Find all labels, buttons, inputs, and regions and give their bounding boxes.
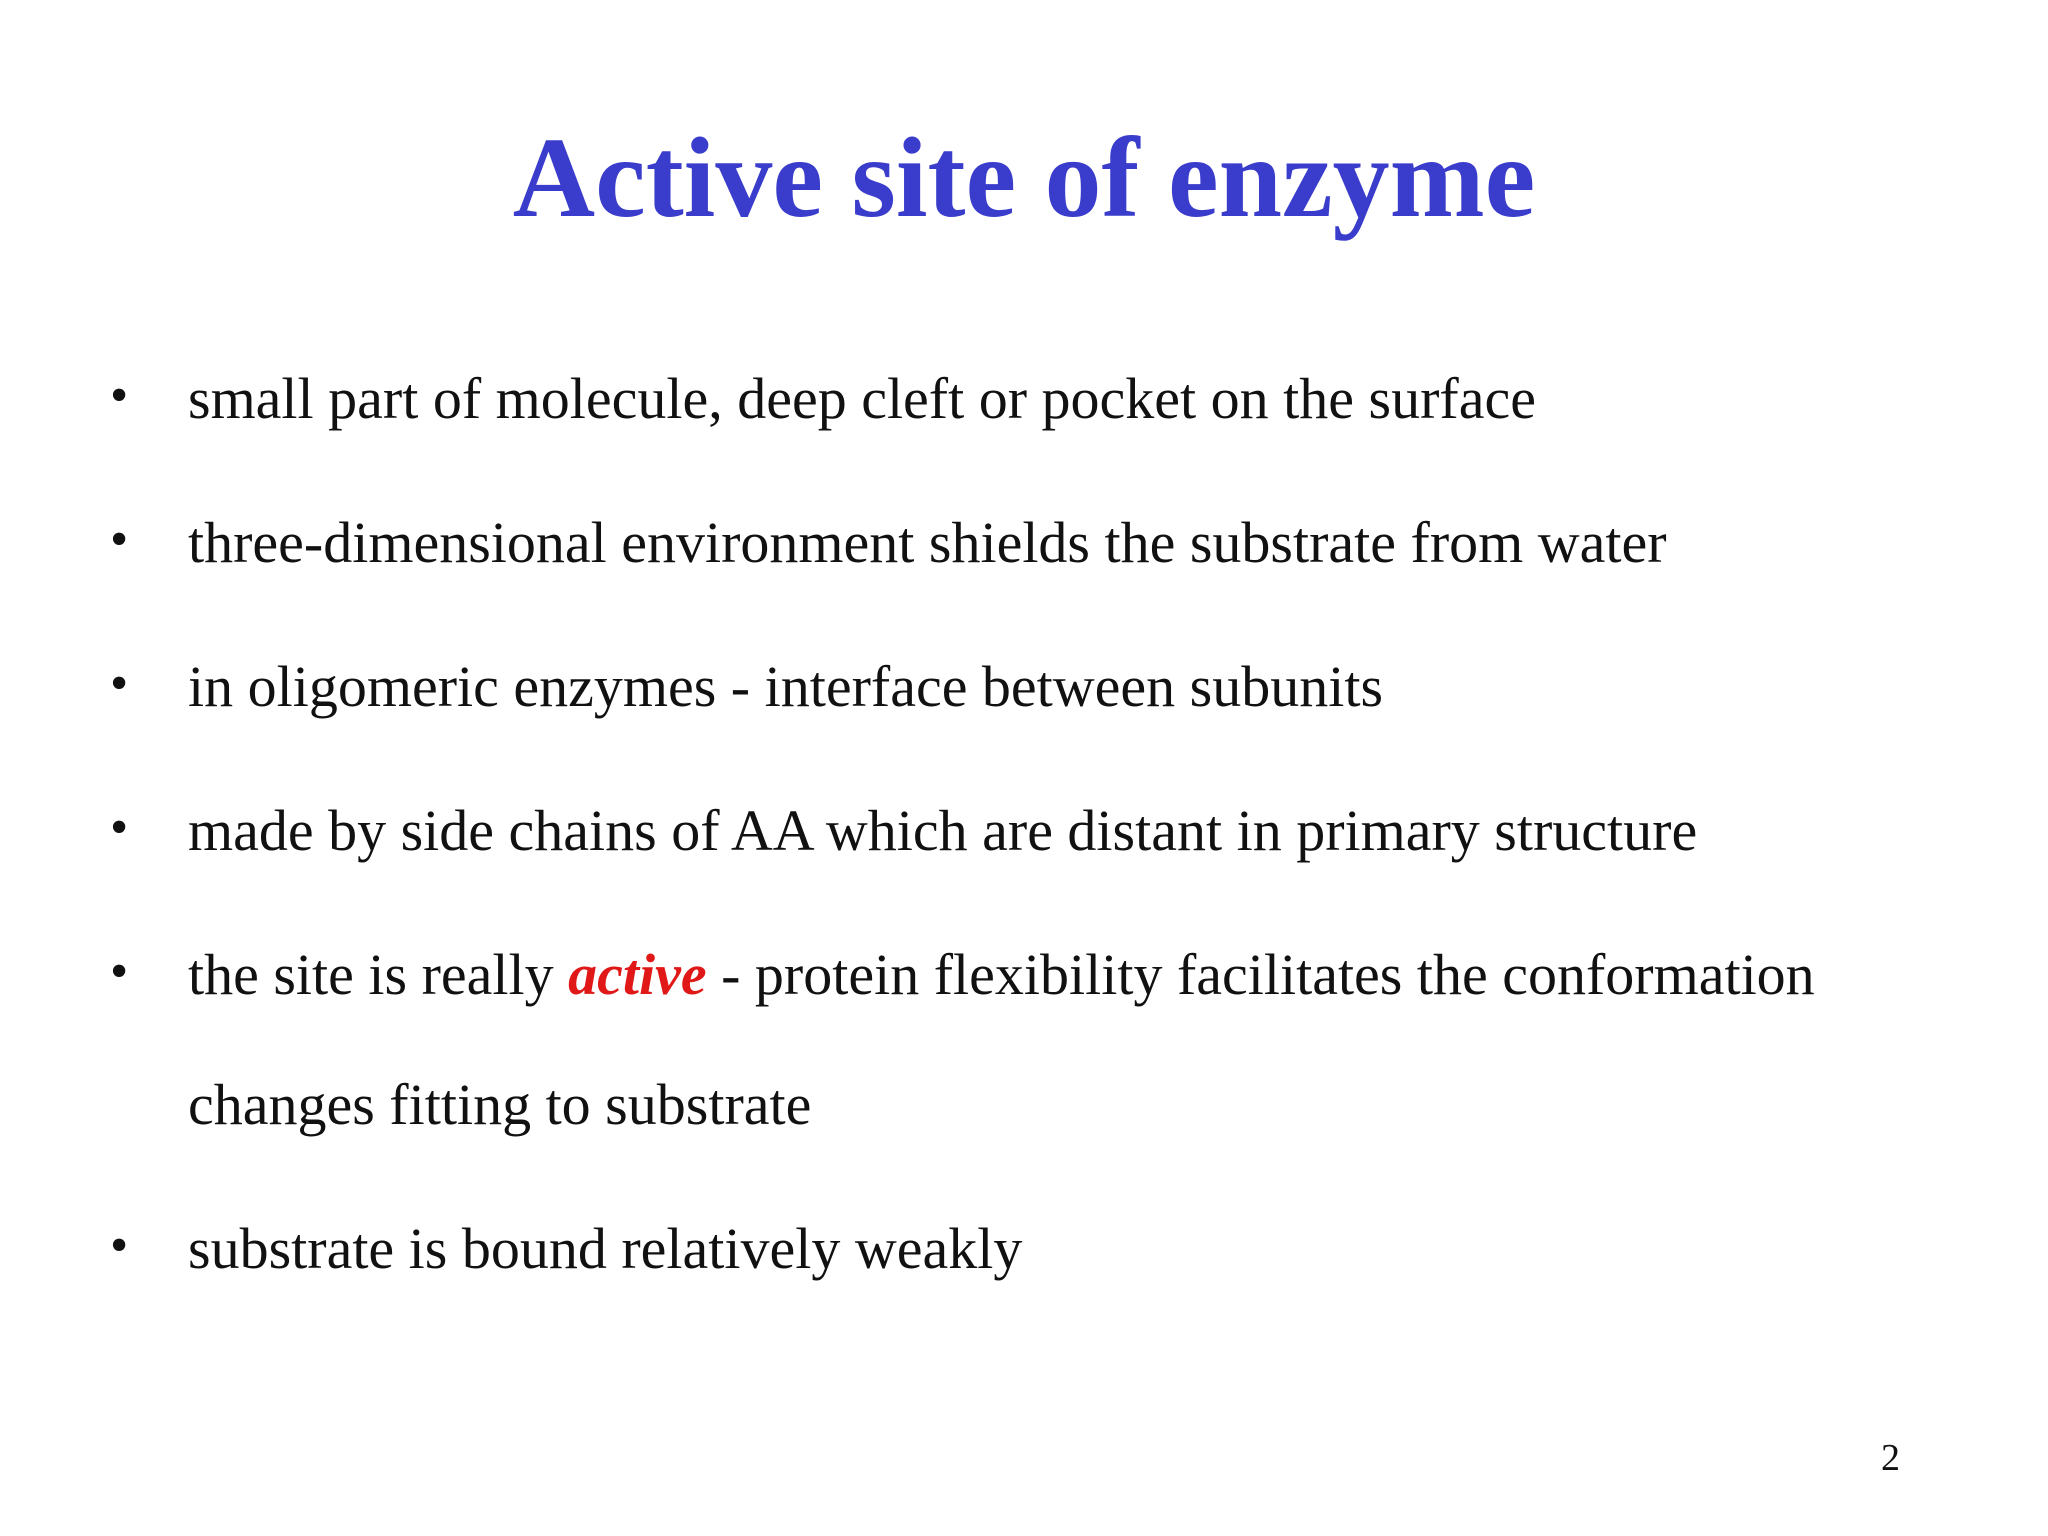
slide-title: Active site of enzyme — [512, 114, 1536, 241]
bullet-text-before: the site is really — [188, 942, 569, 1007]
emphasis-active: active — [568, 942, 707, 1007]
bullet-text-after: - protein flexibility facilitates the conformation — [706, 942, 1815, 1007]
bullet-text — [188, 942, 2008, 1007]
bullet-text: substrate is bound relatively weakly — [188, 1216, 1023, 1281]
bullet-dot: • — [110, 511, 129, 568]
bullet-dot: • — [110, 1217, 129, 1274]
bullet-dot: • — [110, 799, 129, 856]
bullet-text: made by side chains of AA which are distant in primary structure — [188, 798, 1698, 863]
bullet-dot: • — [110, 655, 129, 712]
bullet-dot: • — [110, 943, 129, 1000]
bullet-dot: • — [110, 367, 129, 424]
bullet-text: three-dimensional environment shields the substrate from water — [188, 510, 1667, 575]
page-number: 2 — [1881, 1437, 1900, 1479]
bullet-text: in oligomeric enzymes - interface between subunits — [188, 654, 1384, 719]
bullet-text-continuation: changes fitting to substrate — [188, 1072, 812, 1137]
bullet-text: small part of molecule, deep cleft or pocket on the surface — [188, 366, 1536, 431]
